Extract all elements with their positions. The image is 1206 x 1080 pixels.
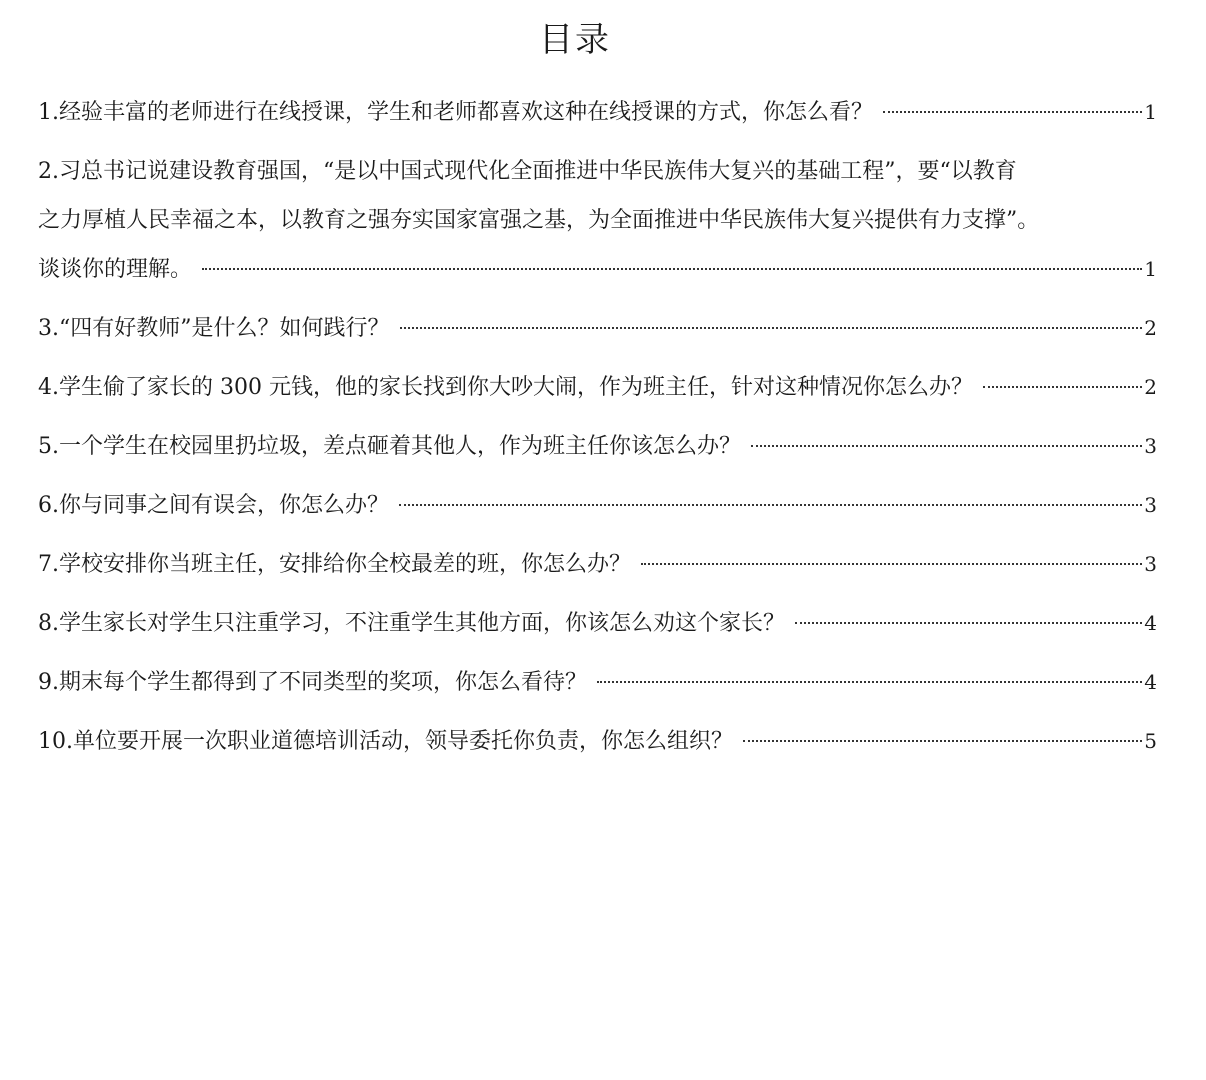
toc-entry-text: 1.经验丰富的老师进行在线授课，学生和老师都喜欢这种在线授课的方式，你怎么看？: [38, 100, 873, 125]
toc-entry-lastline: [38, 363, 1157, 412]
toc-page-number: 2: [1144, 316, 1157, 340]
toc-entry-line: 2.习总书记说建设教育强国，“是以中国式现代化全面推进中华民族伟大复兴的基础工程”，要“以教育: [38, 159, 1017, 184]
toc-dot-leader: [795, 622, 1142, 624]
toc-entry-text: 6.你与同事之间有误会，你怎么办？: [38, 493, 389, 518]
toc-page-number: 2: [1144, 375, 1157, 399]
toc-entry-lastline: [38, 88, 1157, 137]
toc-dot-leader: [751, 445, 1142, 447]
toc-dot-leader: [597, 681, 1142, 683]
toc-entry-text: 8.学生家长对学生只注重学习，不注重学生其他方面，你该怎么劝这个家长？: [38, 611, 785, 636]
toc-dot-leader: [202, 268, 1142, 270]
toc-dot-leader: [641, 563, 1142, 565]
toc-entry-lastline: [38, 245, 1157, 294]
toc-entry[interactable]: [38, 147, 1157, 294]
toc-page-number: 3: [1144, 434, 1157, 458]
toc-entry-text: 谈谈你的理解。: [38, 257, 193, 282]
toc-page-number: 3: [1144, 493, 1157, 517]
toc-entry[interactable]: [38, 363, 1157, 412]
toc-dot-leader: [883, 111, 1142, 113]
toc-entry-lastline: [38, 422, 1157, 471]
toc-dot-leader: [983, 386, 1142, 388]
toc-entry[interactable]: [38, 599, 1157, 648]
toc-dot-leader: [399, 504, 1142, 506]
toc-entry[interactable]: [38, 481, 1157, 530]
toc-title: 目录: [539, 20, 611, 60]
toc-entry-lastline: [38, 481, 1157, 530]
toc-page-number: 1: [1144, 257, 1157, 281]
toc-entry[interactable]: [38, 304, 1157, 353]
toc-entry-lastline: [38, 599, 1157, 648]
toc-entry-lastline: [38, 717, 1157, 766]
toc-entry-text: 10.单位要开展一次职业道德培训活动，领导委托你负责，你怎么组织？: [38, 729, 733, 754]
toc-page-number: 3: [1144, 552, 1157, 576]
toc-page-number: 5: [1144, 729, 1157, 753]
toc-page-number: 1: [1144, 100, 1157, 124]
toc-entry-lastline: [38, 304, 1157, 353]
toc-entry[interactable]: [38, 717, 1157, 766]
toc-entry[interactable]: [38, 88, 1157, 137]
toc-entry-text: 5.一个学生在校园里扔垃圾，差点砸着其他人，作为班主任你该怎么办？: [38, 434, 741, 459]
toc-entry[interactable]: [38, 422, 1157, 471]
toc-entry[interactable]: [38, 658, 1157, 707]
toc-entry-line: 之力厚植人民幸福之本，以教育之强夯实国家富强之基，为全面推进中华民族伟大复兴提供有力支撑”。: [38, 208, 1040, 233]
toc-page-number: 4: [1144, 670, 1157, 694]
toc-dot-leader: [400, 327, 1143, 329]
toc-entry-lastline: [38, 658, 1157, 707]
toc-entry-text: 3.“四有好教师”是什么？如何践行？: [38, 316, 390, 341]
toc-list: [38, 88, 1157, 776]
toc-entry[interactable]: [38, 540, 1157, 589]
toc-page-number: 4: [1144, 611, 1157, 635]
toc-entry-text: 7.学校安排你当班主任，安排给你全校最差的班，你怎么办？: [38, 552, 631, 577]
toc-entry-text: 9.期末每个学生都得到了不同类型的奖项，你怎么看待？: [38, 670, 587, 695]
toc-entry-text: 4.学生偷了家长的 300 元钱，他的家长找到你大吵大闹，作为班主任，针对这种情况你怎么办？: [38, 375, 973, 400]
toc-entry-lastline: [38, 540, 1157, 589]
toc-dot-leader: [743, 740, 1142, 742]
